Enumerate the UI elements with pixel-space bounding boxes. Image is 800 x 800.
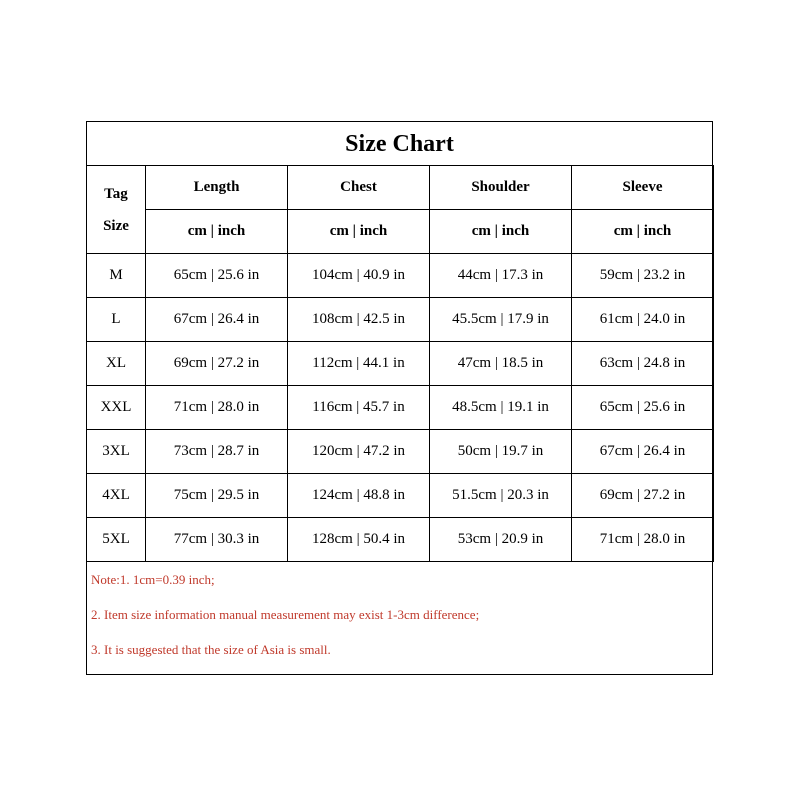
size-cell: 3XL bbox=[87, 430, 146, 474]
column-header-sleeve: Sleeve bbox=[572, 166, 714, 210]
shoulder-cell: 51.5cm | 20.3 in bbox=[430, 474, 572, 518]
chest-cell: 108cm | 42.5 in bbox=[288, 298, 430, 342]
size-cell: XXL bbox=[87, 386, 146, 430]
shoulder-cell: 50cm | 19.7 in bbox=[430, 430, 572, 474]
shoulder-cell: 53cm | 20.9 in bbox=[430, 518, 572, 562]
size-cell: M bbox=[87, 254, 146, 298]
size-table bbox=[86, 165, 714, 562]
tag-size-header bbox=[87, 166, 146, 254]
unit-header-shoulder: cm | inch bbox=[430, 210, 572, 254]
note-line: 2. Item size information manual measurement may exist 1-3cm difference; bbox=[91, 607, 480, 622]
table-row bbox=[87, 342, 714, 386]
table-row bbox=[87, 298, 714, 342]
size-cell: 4XL bbox=[87, 474, 146, 518]
size-cell: 5XL bbox=[87, 518, 146, 562]
length-cell: 69cm | 27.2 in bbox=[146, 342, 288, 386]
table-row bbox=[87, 386, 714, 430]
shoulder-cell: 48.5cm | 19.1 in bbox=[430, 386, 572, 430]
header-row-units bbox=[87, 210, 714, 254]
unit-header-length: cm | inch bbox=[146, 210, 288, 254]
sleeve-cell: 67cm | 26.4 in bbox=[572, 430, 714, 474]
column-header-chest: Chest bbox=[288, 166, 430, 210]
sleeve-cell: 59cm | 23.2 in bbox=[572, 254, 714, 298]
size-cell: XL bbox=[87, 342, 146, 386]
unit-header-chest: cm | inch bbox=[288, 210, 430, 254]
shoulder-cell: 47cm | 18.5 in bbox=[430, 342, 572, 386]
unit-header-sleeve: cm | inch bbox=[572, 210, 714, 254]
chest-cell: 116cm | 45.7 in bbox=[288, 386, 430, 430]
table-row bbox=[87, 430, 714, 474]
chest-cell: 112cm | 44.1 in bbox=[288, 342, 430, 386]
sleeve-cell: 61cm | 24.0 in bbox=[572, 298, 714, 342]
sleeve-cell: 69cm | 27.2 in bbox=[572, 474, 714, 518]
chest-cell: 128cm | 50.4 in bbox=[288, 518, 430, 562]
length-cell: 71cm | 28.0 in bbox=[146, 386, 288, 430]
length-cell: 73cm | 28.7 in bbox=[146, 430, 288, 474]
note-line: 3. It is suggested that the size of Asia is small. bbox=[91, 642, 331, 657]
table-row bbox=[87, 518, 714, 562]
header-row-names bbox=[87, 166, 714, 210]
column-header-length: Length bbox=[146, 166, 288, 210]
table-row bbox=[87, 474, 714, 518]
chart-title: Size Chart bbox=[87, 122, 712, 166]
table-row bbox=[87, 254, 714, 298]
size-chart bbox=[86, 121, 713, 675]
sleeve-cell: 71cm | 28.0 in bbox=[572, 518, 714, 562]
chest-cell: 120cm | 47.2 in bbox=[288, 430, 430, 474]
size-cell: L bbox=[87, 298, 146, 342]
sleeve-cell: 65cm | 25.6 in bbox=[572, 386, 714, 430]
length-cell: 75cm | 29.5 in bbox=[146, 474, 288, 518]
length-cell: 77cm | 30.3 in bbox=[146, 518, 288, 562]
chest-cell: 124cm | 48.8 in bbox=[288, 474, 430, 518]
length-cell: 67cm | 26.4 in bbox=[146, 298, 288, 342]
tag-label: Tag bbox=[104, 185, 128, 202]
size-label: Size bbox=[103, 217, 129, 234]
length-cell: 65cm | 25.6 in bbox=[146, 254, 288, 298]
shoulder-cell: 44cm | 17.3 in bbox=[430, 254, 572, 298]
sleeve-cell: 63cm | 24.8 in bbox=[572, 342, 714, 386]
column-header-shoulder: Shoulder bbox=[430, 166, 572, 210]
chest-cell: 104cm | 40.9 in bbox=[288, 254, 430, 298]
note-line: Note:1. 1cm=0.39 inch; bbox=[91, 572, 215, 587]
shoulder-cell: 45.5cm | 17.9 in bbox=[430, 298, 572, 342]
